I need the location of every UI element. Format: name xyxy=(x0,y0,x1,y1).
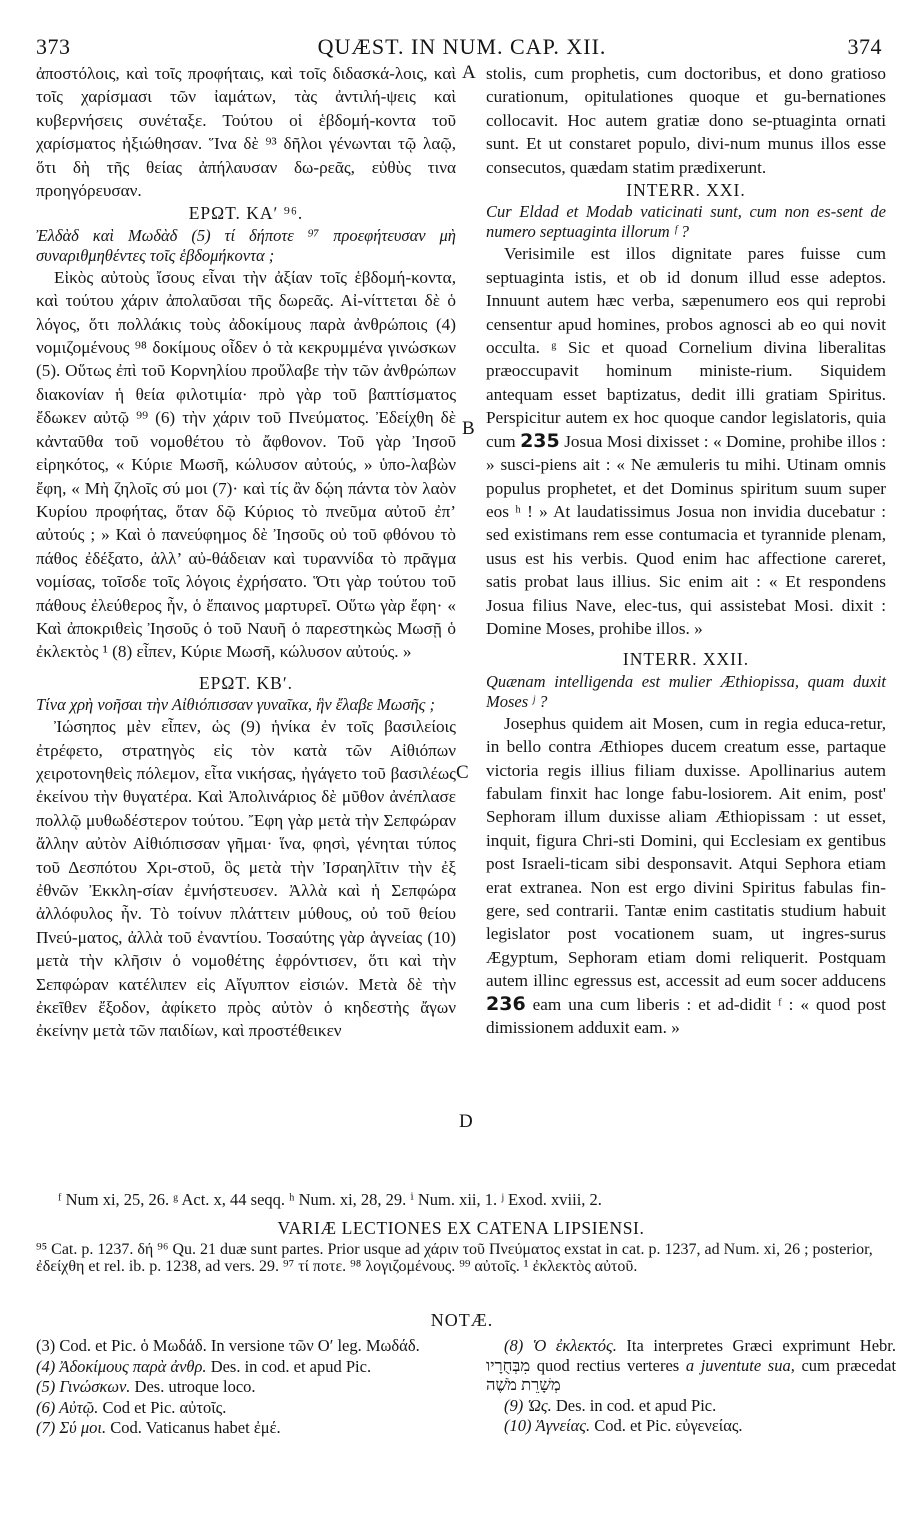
greek-intro-paragraph: ἀποστόλοις, καὶ τοῖς προφήταις, καὶ τοῖς διδασκά-λοις, καὶ τοῖς χαρίσμασι τῶν ἰαμάτων, τὰς ἀντιλή-ψεις καὶ κυβερνήσεις συνέταξε. Τούτου οἱ ἑβδομή-κοντα τοῦ χαρίσματος ἠξιώθησαν. Ἵνα δὲ ⁹³ δῆλοι γένωνται τῷ λαῷ, ὅτι δὴ τῆς θείας ἀπήλαυσαν δω-ρεᾶς, εὐθὺς τινα προηγόρευσαν. xyxy=(36,64,456,201)
note-7 xyxy=(36,1418,456,1438)
note-8-italic: a juventute sua, xyxy=(685,1355,795,1375)
note-4-text: Des. in cod. et apud Pic. xyxy=(210,1356,372,1376)
margin-letter-b: B xyxy=(462,418,475,439)
note-5-text: Des. utroque loco. xyxy=(134,1377,256,1396)
note-3-text: (3) Cod. et Pic. ὁ Μωδάδ. In versione τῶν Οʹ leg. Μωδάδ. xyxy=(36,1336,420,1355)
variae-lectiones-body: ⁹⁵ Cat. p. 1237. δή ⁹⁶ Qu. 21 duæ sunt partes. Prior usque ad χάριν τοῦ Πνεύματος exstat in cat. p. 1237, ad Num. xi, 26 ; posterior, ἐδείχθη et rel. ib. p. 1238, ad vers. 29. ⁹⁷ τί ποτε. ⁹⁸ λογιζομένους. ⁹⁹ αὐτοῖς. ¹ ἐκλεκτὸς αὐτοῦ. xyxy=(36,1241,873,1275)
note-8-hebrew-1: מִבְּחֻרָיו xyxy=(486,1355,531,1375)
variae-lectiones xyxy=(36,1220,886,1275)
greek-question-22-text: Τίνα χρὴ νοῆσαι τὴν Αἰθιόπισσαν γυναῖκα, ἣν ἔλαβε Μωσῆς ; xyxy=(36,695,435,715)
greek-question-21-text: Ἐλδὰδ καὶ Μωδὰδ (5) τί δήποτε ⁹⁷ προεφήτευσαν μὴ συναριθμηθέντες τοῖς ἑβδομήκοντα ; xyxy=(36,225,456,265)
notae-left-column xyxy=(36,1336,456,1439)
note-5-lemma: (5) Γινώσκων. xyxy=(36,1377,131,1396)
greek-answer-21: Εἰκὸς αὐτοὺς ἴσους εἶναι τὴν ἀξίαν τοῖς ἑβδομή-κοντα, καὶ τούτου χάριν ἀπολαῦσαι τῆς δωρεᾶς. Αἰ-νίττεται δὲ ὁ λόγος, ὅτι πολλάκις τοὺς ἀδοκίμους παρὰ ἀνθρώποις (4) νομιζομένους ⁹⁸ δοκίμους οἶδεν ὁ τὰ κεκρυμμένα γινώσκων (5). Οὕτως ἐπὶ τοῦ Κορνηλίου προὔλαβε τὴν τῶν ἀνθρώπων διακονίαν ἡ θεία φιλοτιμία· πρὸ γὰρ τοῦ βαπτίσματος ἔδωκεν αὐτῷ ⁹⁹ (6) τὴν χάριν τοῦ Πνεύματος. Ἐδείχθη δὲ κἀνταῦθα τοῦ νομοθέτου τὸ ἄφθονον. Τοῦ γὰρ Ἰησοῦ εἰρηκότος, « Κύριε Μωσῆ, κώλυσον αὐτούς, » ὑπο-λαβὼν ἔφη, « Μὴ ζηλοῖς σύ μοι (7)· καὶ τίς ἂν δῴη πάντα τὸν λαὸν Κυρίου προφήτας, ὅταν δῷ Κύριος τὸ πνεῦμα αὐτοῦ ἐπ’ αὐτούς ; » Καὶ ὁ πανεύφημος δὲ Ἰησοῦς οὐ τοῦ φθόνου τὸ πάθος ἐδέξατο, ἀλλ’ αὐ-θάδειαν καὶ τυραννίδα τὸ πρᾶγμα νομίσας, τοῖσδε τοῖς λόγοις ἐχρήσατο. Ὅτι γὰρ τούτου τοῦ πάθους ἐλεύθερος ἦν, ὁ ἔπαινος μαρτυρεῖ. Οὕτω γὰρ ἔφη· « Καὶ ἀποκριθεὶς Ἰησοῦς ὁ τοῦ Ναυῆ ὁ παρεστηκὼς Μωσῇ ὁ ἐκλεκτὸς ¹ (8) εἶπεν, Κύριε Μωσῆ, κώλυσον αὐτούς. » xyxy=(36,267,456,662)
note-9 xyxy=(486,1396,896,1416)
latin-answer-22-part-2: eam una cum liberis : et ad-didit ᶠ : « quod post dimissionem adduxit eam. » xyxy=(486,994,886,1038)
variae-lectiones-title: VARIÆ LECTIONES EX CATENA LIPSIENSI. xyxy=(277,1218,645,1238)
greek-question-21-heading: ΕΡΩΤ. ΚΑʹ ⁹⁶. xyxy=(188,203,304,224)
latin-question-21-heading: INTERR. XXI. xyxy=(626,180,746,201)
note-8-lemma: (8) Ὁ ἐκλεκτός. xyxy=(504,1336,617,1355)
note-7-text: Cod. Vaticanus habet ἐμέ. xyxy=(110,1418,281,1437)
latin-answer-21 xyxy=(486,242,886,640)
latin-answer-21-part-1: Verisimile est illos dignitate pares fuisse cum septuaginta istis, et ob id donum illud esse adeptos. Innuunt autem hæc verba, sæpenumero eos qui reprobi censentur apud homines, probos agnosci ab eo qui novit occulta. ᵍ Sic et quoad Cornelium divina liberalitas præoccupavit hominum ministe-rium. Siquidem antequam esset baptizatus, dedit illi gratiam Spiritus. Perspicitur autem ex hoc quoque candor legislatoris, quia cum xyxy=(486,244,886,451)
latin-column xyxy=(486,62,886,1039)
latin-answer-21-part-2: Josua Mosi dixisset : « Domine, prohibe illos : » susci-piens ait : « Ne æmuleris tu mihi. Utinam omnis populus prophetet, et det Dominus spiritum suum super eos ʰ ! » At laudatissimus Josua non invidia ducebatur : sed existimans rem esse contumacia et tyrannide plenam, usus est his verbis. Quod enim hac affectione careret, satis probat laus illius. Sic enim ait : « Et respondens Josua filius Nave, elec-tus, qui assistebat Mosi. dixit : Domine Moses, prohibe illos. » xyxy=(486,431,887,638)
note-10 xyxy=(486,1416,896,1436)
note-10-lemma: (10) Ἁγνείας. xyxy=(504,1416,591,1435)
note-9-text: Des. in cod. et apud Pic. xyxy=(555,1395,717,1415)
latin-question-22-heading: INTERR. XXII. xyxy=(622,649,750,670)
latin-answer-22-part-1: Josephus quidem ait Mosen, cum in regia educa-retur, in bello contra Æthiopes ducem creatum esse, partaque victoria regis illius filiam duxisse. Apollinarius autem fabulam finxit hac longe fabu-losiorem. Ait enim, post' Sephoram illum duxisse aliam Æthiopissam : ut esset, inquit, figura Chri-sti Domini, qui Ecclesiam ex gentibus post Israeli-ticam sibi desponsavit. Atqui Sephora etiam erat extranea. Non est ergo divini Spiritus fabulas fin-gere, sed contrarii. Tantæ enim castitatis studium habuit legislator post vocationem suam, ut ingres-surus Ægyptum, Sephoram etiam domi reliquerit. Postquam autem illinc egressus est, accessit ad eum socer adducens xyxy=(486,713,886,991)
note-10-text: Cod. et Pic. εὐγενείας. xyxy=(594,1416,743,1435)
note-7-lemma: (7) Σύ μοι. xyxy=(36,1418,107,1437)
note-8-text-c: cum præcedat xyxy=(801,1355,897,1375)
notae-title: NOTÆ. xyxy=(430,1310,494,1330)
note-4 xyxy=(36,1357,456,1377)
note-6-text: Cod et Pic. αὐτοῖς. xyxy=(102,1397,227,1417)
greek-answer-22: Ἰώσηπος μὲν εἶπεν, ὡς (9) ἡνίκα ἐν τοῖς βασιλείοις ἐτρέφετο, στρατηγὸς εἰς τὸν κατὰ τῶν Αἰθιόπων χειροτονηθεὶς πόλεμον, εἶτα νικήσας, ἠγάγετο τοῦ βασιλέως ἐκείνου τὴν θυγατέρα. Καὶ Ἀπολινάριος δὲ μῦθον ἀνέπλασε πολλῷ μυθωδέστερον τούτου. Ἔφη γὰρ μετὰ τὴν Σεπφώραν ἄλλην αὐτὸν Αἰθιόπισσαν γῆμαι· ἵνα, φησὶ, γένηται τύπος τοῦ Δεσπότου Χρι-στοῦ, ὃς μετὰ τὴν Ἰσραηλῖτιν τὴν ἐξ ἐθνῶν Ἐκκλη-σίαν ἐμνήστευσεν. Ἀλλὰ καὶ ἡ Σεπφώρα ἀλλόφυλος ἦν. Τὸ τοίνυν πλάττειν μύθους, οὐ τοῦ θείου Πνεύ-ματος, ἀλλὰ τοῦ ἐναντίου. Τοσαύτης γὰρ ἁγνείας (10) μετὰ τὴν κλῆσιν ὁ νομοθέτης ἐφρόντισεν, ὅτι καὶ τὴν Σεπφώραν κατέλιπεν εἰς Αἴγυπτον εἰσιών. Μετὰ δὲ τὴν ἐκεῖθεν ἔξοδον, ἀφίκετο πρὸς αὐτὸν ὁ κηδεστὴς ἄγων ἐκείνην μετὰ τῶν παιδίων, καὶ προστέθεικεν xyxy=(36,717,456,1041)
column-number-236: 236 xyxy=(486,992,526,1015)
margin-letter-c: C xyxy=(456,762,469,783)
latin-question-22-text: Quænam intelligenda est mulier Æthiopissa, quam duxit Moses ʲ ? xyxy=(486,671,886,711)
page-number-right: 374 xyxy=(847,34,882,59)
note-6-lemma: (6) Αὐτῷ. xyxy=(36,1397,99,1417)
latin-answer-22 xyxy=(486,712,886,1040)
notae-right-column xyxy=(486,1336,896,1437)
scripture-footnotes: ᶠ Num xi, 25, 26. ᵍ Act. x, 44 seqq. ʰ Num. xi, 28, 29. ⁱ Num. xii, 1. ʲ Exod. xviii, 2. xyxy=(58,1190,602,1209)
note-6 xyxy=(36,1398,456,1418)
note-9-lemma: (9) Ὡς. xyxy=(504,1395,552,1415)
margin-letter-a: A xyxy=(462,62,476,83)
note-4-lemma: (4) Ἀδοκίμους παρὰ ἀνθρ. xyxy=(36,1356,207,1376)
note-3 xyxy=(36,1336,456,1356)
greek-column xyxy=(36,62,456,1043)
margin-letter-d: D xyxy=(459,1111,473,1132)
running-title: QUÆST. IN NUM. CAP. XII. xyxy=(317,34,607,59)
page-number-left: 373 xyxy=(36,34,71,59)
latin-intro-paragraph: stolis, cum prophetis, cum doctoribus, et dono gratioso curationum, opitulationes quoque et gu-bernationes collocavit. Hoc autem gratiæ dono se-ptuaginta ornati sunt. Et ut constaret populo, divi-num munus illos esse consecutos, quædam statim prædixerunt. xyxy=(486,64,886,177)
column-number-235: 235 xyxy=(520,429,560,452)
running-header xyxy=(0,0,924,70)
note-8-text-b: quod rectius verteres xyxy=(536,1355,680,1375)
note-8 xyxy=(486,1336,896,1395)
greek-question-22-heading: ΕΡΩΤ. ΚΒʹ. xyxy=(198,672,294,693)
note-5 xyxy=(36,1377,456,1397)
latin-question-21-text: Cur Eldad et Modab vaticinati sunt, cum non es-sent de numero septuaginta illorum ᶠ ? xyxy=(486,202,886,242)
note-8-text-a: Ita interpretes Græci exprimunt Hebr. xyxy=(626,1336,896,1355)
note-8-hebrew-2: מְשָׁרֵת מֹשֶׁה xyxy=(486,1375,561,1394)
